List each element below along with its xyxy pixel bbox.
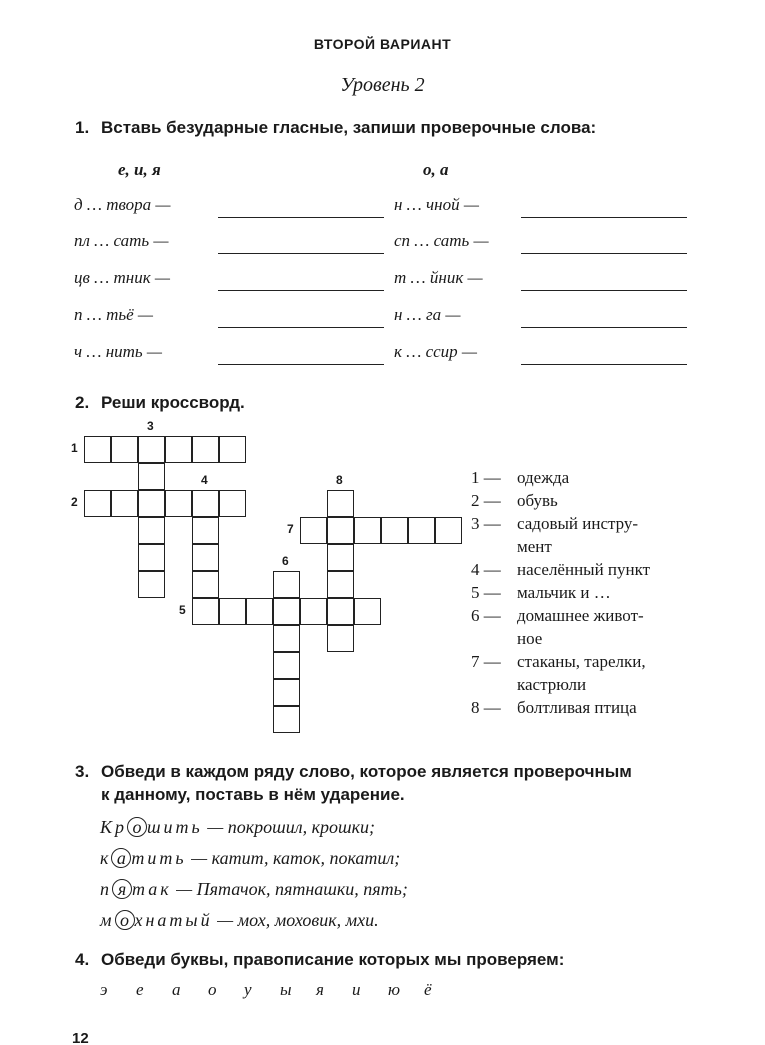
word-right-5: к … ссир — [394, 342, 478, 361]
answer-line-left-5[interactable] [218, 364, 384, 365]
check-word-row [100, 879, 408, 900]
crossword-cell[interactable] [246, 598, 273, 625]
row-word-list: — покрошил, крошки; [202, 817, 376, 837]
answer-line-left-3[interactable] [218, 290, 384, 291]
crossword-cell[interactable] [273, 571, 300, 598]
crossword-cell[interactable] [327, 571, 354, 598]
clue-text: одежда [517, 468, 570, 487]
row-word-list: — мох, моховик, мхи. [212, 910, 379, 930]
answer-line-right-3[interactable] [521, 290, 687, 291]
answer-line-left-4[interactable] [218, 327, 384, 328]
answer-line-right-4[interactable] [521, 327, 687, 328]
clue-text: болтливая птица [517, 698, 637, 717]
crossword-cell[interactable] [138, 544, 165, 571]
row-word-start: Кр [100, 817, 127, 837]
row-word-end: хнатый [134, 910, 213, 930]
crossword-cell[interactable] [165, 490, 192, 517]
clue-text: домашнее живот- [517, 606, 644, 625]
page-number: 12 [72, 1030, 89, 1045]
crossword-cell[interactable] [354, 517, 381, 544]
circled-letter[interactable]: о [115, 910, 135, 930]
word-right-1: н … чной — [394, 195, 479, 214]
row-word-end: тить [131, 848, 187, 868]
crossword-cell[interactable] [138, 517, 165, 544]
crossword-cell[interactable] [192, 436, 219, 463]
clue-text: мент [517, 537, 552, 556]
clue-number: 8 — [471, 698, 501, 717]
row-word-start: к [100, 848, 112, 868]
task-3-heading [75, 760, 755, 806]
answer-line-right-1[interactable] [521, 217, 687, 218]
crossword-number-7: 7 [287, 522, 294, 536]
word-left-4: п … тьё — [74, 305, 154, 324]
clue-text: стаканы, тарелки, [517, 652, 646, 671]
crossword-cell[interactable] [111, 436, 138, 463]
word-left-3: цв … тник — [74, 268, 171, 287]
task-1-title: Вставь безударные гласные, запиши проверочные слова: [101, 118, 597, 137]
row-word-list: — катит, каток, покатил; [186, 848, 401, 868]
crossword-cell[interactable] [435, 517, 462, 544]
clue-text: кастрюли [517, 675, 587, 694]
circled-letter[interactable]: о [127, 817, 147, 837]
word-left-1: д … твора — [74, 195, 171, 214]
task-2-number: 2. [75, 393, 90, 412]
row-word-list: — Пятачок, пятнашки, пять; [171, 879, 408, 899]
crossword-cell[interactable] [273, 706, 300, 733]
letter-option[interactable]: е [136, 980, 144, 999]
crossword-cell[interactable] [327, 544, 354, 571]
crossword-cell[interactable] [273, 652, 300, 679]
letter-option[interactable]: а [172, 980, 181, 999]
task-1-heading [75, 116, 755, 140]
crossword-cell[interactable] [138, 436, 165, 463]
clue-text: ное [517, 629, 543, 648]
letter-option[interactable]: ы [280, 980, 292, 999]
row-word-end: шить [146, 817, 203, 837]
crossword-cell[interactable] [219, 598, 246, 625]
column-2-heading: о, а [423, 160, 449, 179]
task-3-title-line-2: к данному, поставь в нём ударение. [101, 785, 405, 804]
clue-number: 2 — [471, 491, 501, 510]
word-left-5: ч … нить — [74, 342, 163, 361]
crossword-number-2: 2 [71, 495, 78, 509]
crossword-cell[interactable] [219, 436, 246, 463]
letter-option[interactable]: я [316, 980, 324, 999]
clue-text: обувь [517, 491, 558, 510]
column-1-heading: е, и, я [118, 160, 161, 179]
crossword-cell[interactable] [138, 490, 165, 517]
crossword-cell[interactable] [192, 490, 219, 517]
crossword-cell[interactable] [84, 490, 111, 517]
letter-option[interactable]: э [100, 980, 108, 999]
crossword-cell[interactable] [327, 625, 354, 652]
word-right-2: сп … сать — [394, 231, 489, 250]
crossword-cell[interactable] [327, 517, 354, 544]
word-right-4: н … га — [394, 305, 461, 324]
clue-number: 3 — [471, 514, 501, 533]
crossword-number-6: 6 [282, 554, 289, 568]
crossword-number-4: 4 [201, 473, 208, 487]
crossword-cell[interactable] [84, 436, 111, 463]
crossword-number-3: 3 [147, 419, 154, 433]
crossword-cell[interactable] [354, 598, 381, 625]
row-word-start: м [100, 910, 115, 930]
crossword-cell[interactable] [273, 625, 300, 652]
row-word-start: п [100, 879, 112, 899]
crossword-cell[interactable] [138, 571, 165, 598]
crossword-cell[interactable] [111, 490, 138, 517]
clue-text: мальчик и … [517, 583, 611, 602]
clue-number: 1 — [471, 468, 501, 487]
word-right-3: т … йник — [394, 268, 483, 287]
crossword-number-1: 1 [71, 441, 78, 455]
crossword-cell[interactable] [165, 436, 192, 463]
clue-text: населённый пункт [517, 560, 651, 579]
word-left-2: пл … сать — [74, 231, 169, 250]
answer-line-left-2[interactable] [218, 253, 384, 254]
crossword-cell[interactable] [273, 598, 300, 625]
crossword-cell[interactable] [327, 598, 354, 625]
answer-line-right-2[interactable] [521, 253, 687, 254]
circled-letter[interactable]: я [112, 879, 132, 899]
crossword-cell[interactable] [273, 679, 300, 706]
check-word-row [100, 910, 379, 931]
clue-number: 4 — [471, 560, 501, 579]
row-word-end: так [132, 879, 172, 899]
crossword-cell[interactable] [381, 517, 408, 544]
crossword-cell[interactable] [192, 544, 219, 571]
clue-text: садовый инстру- [517, 514, 639, 533]
crossword-cell[interactable] [327, 490, 354, 517]
letter-option[interactable]: ё [424, 980, 432, 999]
crossword-cell[interactable] [219, 490, 246, 517]
crossword-number-8: 8 [336, 473, 343, 487]
task-3-number: 3. [75, 762, 90, 781]
letter-row [100, 980, 460, 1000]
task-3-title-line-1: Обведи в каждом ряду слово, которое является проверочным [101, 762, 632, 781]
letter-option[interactable]: ю [388, 980, 400, 999]
task-4-title: Обведи буквы, правописание которых мы проверяем: [101, 950, 565, 969]
crossword-cell[interactable] [192, 571, 219, 598]
crossword-cell[interactable] [408, 517, 435, 544]
crossword-cell[interactable] [300, 517, 327, 544]
crossword-number-5: 5 [179, 603, 186, 617]
answer-line-right-5[interactable] [521, 364, 687, 365]
crossword-cell[interactable] [138, 463, 165, 490]
task-4-heading [75, 948, 755, 972]
circled-letter[interactable]: а [111, 848, 131, 868]
variant-header: ВТОРОЙ ВАРИАНТ [313, 36, 452, 52]
clue-number: 7 — [471, 652, 501, 671]
task-2-title: Реши кроссворд. [101, 393, 245, 412]
task-4-number: 4. [75, 950, 90, 969]
clue-number: 5 — [471, 583, 501, 602]
answer-line-left-1[interactable] [218, 217, 384, 218]
crossword-cell[interactable] [192, 598, 219, 625]
task-1-number: 1. [75, 118, 90, 137]
crossword-cell[interactable] [300, 598, 327, 625]
letter-option[interactable]: о [208, 980, 217, 999]
task-2-heading [75, 391, 475, 415]
check-word-row [100, 817, 375, 838]
crossword-cell[interactable] [192, 517, 219, 544]
clue-number: 6 — [471, 606, 501, 625]
level-title: Уровень 2 [340, 74, 425, 96]
letter-option[interactable]: у [244, 980, 252, 999]
letter-option[interactable]: и [352, 980, 361, 999]
check-word-row [100, 848, 400, 869]
